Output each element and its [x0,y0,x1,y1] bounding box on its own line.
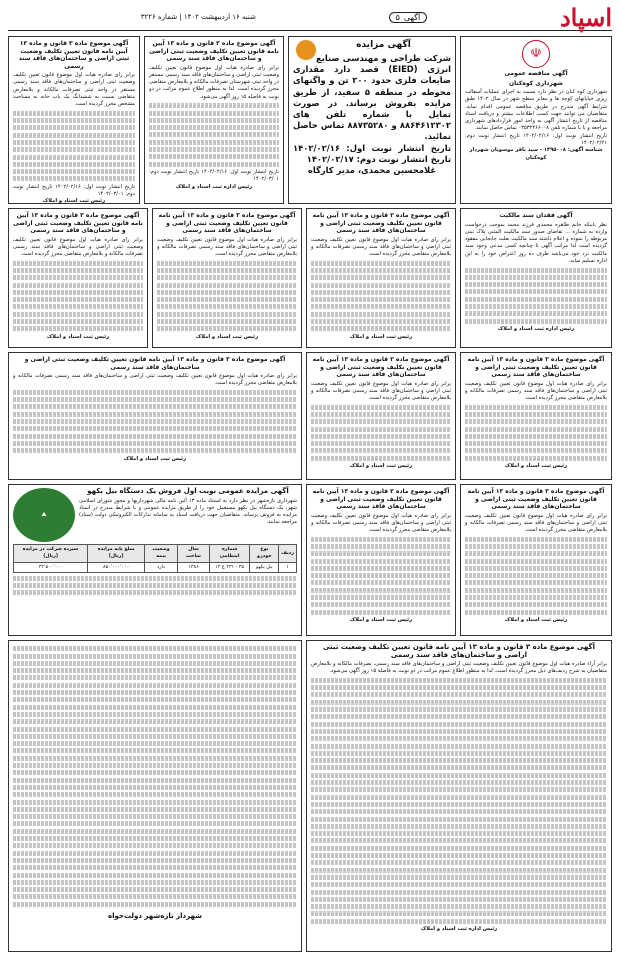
ad-subtitle: شهرداری کوه‌کنان [509,79,563,87]
text-line [13,705,297,710]
table-header: مبلغ پایه مزایده (ریال) [88,545,145,563]
text-line [13,712,297,717]
text-line [311,897,607,902]
text-line [465,551,607,556]
text-line [13,434,297,439]
text-line [13,748,297,753]
text-line [13,140,135,145]
ad-title: آگهی مزایده عمومی نوبت اول فروش یک دستگاه بیل بکهو [87,487,289,495]
text-line [311,544,451,549]
text-line [311,875,607,880]
text-line [13,419,297,424]
ad-body: شرکت طراحی و مهندسی صنایع انرژی (EIED) قصد دارد مقداری ضایعات فلزی حدود ۲۰۰ تن و واگنهای محوطه در منطقه ۵ سفید، از طریق مزایده بفروش برساند. در صورت تمایل با شماره تلفن های ۸۸۶۴۶۱۲۳۰۲ و ۸۸۷۳۵۲۸۰ تماس حاصل نمائید. [293,53,452,142]
ad-land-title-10 [306,484,456,636]
text-line [157,283,297,288]
text-line [465,405,607,410]
text-line [13,836,297,841]
text-line [311,890,607,895]
text-line [149,162,279,167]
ad-signature: رئیس ثبت اسناد و املاک [42,198,106,204]
text-line [13,800,297,805]
ad-signature: رئیس اداره ثبت اسناد و املاک [420,925,498,932]
section-label: آگهی [403,12,421,22]
text-line [13,661,297,666]
text-line [13,770,297,775]
ad-body: برابر رای صادره هیات اول موضوع قانون تعیین تکلیف وضعیت ثبتی اراضی و ساختمان‌های فاقد سند رسمی تصرفات مالکانه و بلامعارض متقاضی محرز گردیده است. [465,512,607,534]
text-line [311,700,607,705]
text-line [13,668,297,673]
ad-body: برابر رای صادره هیات اول موضوع قانون تعیین تکلیف وضعیت ثبتی اراضی و ساختمان‌های فاقد سند رسمی تصرفات مالکانه و بلامعارض متقاضی محرز گردیده است. [311,236,451,258]
text-line [311,551,451,556]
ad-signature: رئیس ثبت اسناد و املاک [349,333,413,340]
text-line [13,390,297,395]
ad-title: آگهی مناقصه عمومی [504,70,568,77]
table-cell: ۴۵ - ۲۳۱ ع ۱۲ [209,562,250,572]
text-line [465,282,607,287]
text-line [157,297,297,302]
text-line [465,559,607,564]
text-line [465,595,607,600]
text-line [311,441,451,446]
ad-body: برابر رای صادره هیات اول موضوع قانون تعیین تکلیف وضعیت ثبتی اراضی و ساختمان‌های فاقد سند رسمی تصرفات مالکانه و بلامعارض متقاضی محرز گردیده است. [465,380,607,402]
text-line [149,154,279,159]
text-line [311,405,451,410]
auction-table [13,544,297,573]
ad-signature: رئیس ثبت اسناد و املاک [123,455,187,462]
text-line [13,118,135,123]
text-line [311,261,451,266]
text-line [311,290,451,295]
text-line [311,434,451,439]
table-header: وضعیت بیمه [145,545,178,563]
text-line [13,675,297,680]
text-line [311,773,607,778]
text-line [13,814,297,819]
ad-land-title-4 [152,208,302,348]
ad-backhoe-terms [8,640,302,952]
ad-signature: شهردار تازه‌شهر دولت‌خواه [108,911,202,920]
text-line [465,275,607,280]
text-line [311,817,607,822]
text-line [465,448,607,453]
text-line [13,397,297,402]
iran-emblem-icon: ☫ [522,40,550,68]
text-line [465,434,607,439]
text-line [13,683,297,688]
text-line [149,111,279,116]
text-line [13,326,143,331]
text-line [311,868,607,873]
text-line [465,580,607,585]
ad-title: آگهی موضوع ماده ۳ قانون و ماده ۱۳ آیین نامه قانون تعیین تکلیف وضعیت ثبتی اراضی و ساختمان‌های فاقد سند رسمی [312,356,450,378]
ad-dates: تاریخ انتشار نوبت اول: ۱۴۰۲/۰۲/۱۶ تاریخ انتشار نوبت دوم: ۱۴۰۲/۰۲/۱۷ [293,142,451,164]
ad-body: برابر رای صادره هیات اول موضوع قانون تعیین تکلیف وضعیت ثبتی اراضی و ساختمان‌های فاقد سند رسمی تصرفات مالکانه و بلامعارض متقاضی محرز گردیده است. [13,236,143,258]
ad-land-title-8 [8,352,302,480]
ad-body: برابر رای صادره هیات اول موضوع قانون تعیین تکلیف وضعیت ثبتی اراضی و ساختمان‌های فاقد سند رسمی مستقر در واحد ثبتی تصرفات مالکانه و بلامعارض متقاضی نسبت به ششدانگ یک باب خانه به مساحت مشخص محرز گردیده است. [13,72,135,108]
table-header: نوع خودرو [250,545,279,563]
text-line [13,887,297,892]
text-line [465,412,607,417]
text-line [311,685,607,690]
text-line [149,140,279,145]
text-line [311,758,607,763]
text-line [13,654,297,659]
table-cell: ۱۳۸۶ [178,562,210,572]
text-line [465,427,607,432]
table-header: سال ساخت [178,545,210,563]
text-line [465,297,607,302]
ad-title: آگهی موضوع ماده ۳ قانون و ماده ۱۳ آیین نامه قانون تعیین تکلیف وضعیت ثبتی اراضی و ساختمان‌های فاقد سند رسمی [18,40,130,70]
text-line [13,843,297,848]
text-line [157,261,297,266]
page-number: ۵ [395,12,400,22]
text-line [13,576,297,581]
ad-body: برابر رای صادره هیات اول موضوع قانون تعیین تکلیف وضعیت ثبتی اراضی و ساختمان‌های فاقد سند رسمی مستقر در واحد ثبتی شهرستان تصرفات مالکانه و بلامعارض متقاضی محرز گردیده است. لذا به منظور اطلاع عموم مراتب در دو نوبت به فاصله ۱۵ روز آگهی می‌شود. [148,64,279,100]
text-line [465,456,607,461]
text-line [465,319,607,324]
ad-signature: رئیس ثبت اسناد و املاک [504,463,568,470]
text-line [311,297,451,302]
text-line [13,304,143,309]
text-line [13,880,297,885]
text-line [13,741,297,746]
ad-signature: رئیس اداره ثبت اسناد و املاک [175,183,253,190]
text-line [311,566,451,571]
text-line [311,573,451,578]
table-header: سپرده شرکت در مزایده (ریال) [14,545,88,563]
ad-title: آگهی موضوع ماده ۳ قانون و ماده ۱۳ آیین نامه قانون تعیین تکلیف وضعیت ثبتی اراضی و ساختمان‌های فاقد سند رسمی [24,356,286,371]
table-header-row [14,545,297,563]
ad-title: آگهی موضوع ماده ۳ قانون و ماده ۱۳ آیین نامه قانون تعیین تکلیف وضعیت ثبتی اراضی و ساختمان‌های فاقد سند رسمی [158,212,296,234]
text-line [311,744,607,749]
ad-title: آگهی مزایده [356,40,411,50]
ad-signature: رئیس ثبت اسناد و املاک [46,333,110,340]
text-line [13,283,143,288]
text-line [13,412,297,417]
text-line [13,590,297,595]
page-header [8,4,612,31]
text-line [149,103,279,108]
text-line [311,780,607,785]
text-line [311,692,607,697]
text-line [311,412,451,417]
text-line [311,304,451,309]
ad-signature: غلامحسین محمدی، مدیر کارگاه [307,165,437,176]
ad-title: آگهی موضوع ماده ۳ قانون و ماده ۱۳ آیین نامه قانون تعیین تکلیف وضعیت ثبتی اراضی و ساختمان‌های فاقد سند رسمی [13,212,143,234]
text-line [13,727,297,732]
text-line [465,311,607,316]
text-line [149,132,279,137]
text-line [311,319,451,324]
ad-auction-backhoe [8,484,302,636]
text-line [465,573,607,578]
text-line [311,882,607,887]
ad-title: آگهی موضوع ماده ۳ قانون و ماده ۱۳ آیین نامه قانون تعیین تکلیف وضعیت ثبتی اراضی و ساختمان‌های فاقد سند رسمی [467,488,605,510]
municipality-logo-icon: ⛰ [13,488,75,542]
text-line [311,595,451,600]
text-line [311,787,607,792]
ad-signature: رئیس ثبت اسناد و املاک [349,463,413,470]
text-line [13,829,297,834]
ad-body: برابر رای صادره هیات اول موضوع قانون تعیین تکلیف وضعیت ثبتی اراضی و ساختمان‌های فاقد سند رسمی تصرفات مالکانه و بلامعارض متقاضی محرز گردیده است. [13,373,297,387]
ad-land-title-9 [460,484,612,636]
table-cell: ۴۲٬۵۰۰٬۰۰۰ [14,562,88,572]
text-line [311,268,451,273]
text-line [13,155,135,160]
ad-title: آگهی موضوع ماده ۳ قانون و ماده ۱۳ آیین نامه قانون تعیین تکلیف وضعیت ثبتی اراضی و ساختمان‌های فاقد سند رسمی [312,488,450,510]
text-line [157,268,297,273]
ad-lost-deed [460,208,612,348]
text-line [465,610,607,615]
text-line [13,147,135,152]
text-line [311,275,451,280]
text-line [311,736,607,741]
text-line [149,147,279,152]
ad-title: آگهی فقدان سند مالکیت [499,212,573,219]
ad-tender-koohkenan [460,36,612,204]
ad-dates: تاریخ انتشار نوبت اول: ۱۴۰۲/۰۲/۱۶ تاریخ انتشار نوبت دوم: ۱۴۰۲/۰۳/۰۱ [149,168,279,183]
text-line [149,118,279,123]
text-line [311,312,451,317]
text-line [13,690,297,695]
ad-land-title-3 [306,208,456,348]
text-line [465,602,607,607]
text-line [311,707,607,712]
text-line [311,456,451,461]
text-line [311,860,607,865]
text-line [311,919,607,924]
text-line [13,763,297,768]
text-line [311,795,607,800]
text-line [13,268,143,273]
text-line [311,911,607,916]
table-cell: دارد [145,562,178,572]
text-line [311,448,451,453]
text-line [465,441,607,446]
text-line [311,714,607,719]
text-line [465,537,607,542]
ad-title: آگهی موضوع ماده ۳ قانون و ماده ۱۳ آیین نامه قانون تعیین تکلیف وضعیت ثبتی اراضی و ساختمان‌های فاقد سند رسمی [312,212,450,234]
text-line [13,851,297,856]
text-line [465,588,607,593]
ad-land-title-6 [460,352,612,480]
text-line [13,290,143,295]
text-line [311,588,451,593]
text-line [13,162,135,167]
ad-signature: رئیس اداره ثبت اسناد و املاک [497,325,575,332]
text-line [13,111,135,116]
text-line [465,304,607,309]
text-line [13,297,143,302]
ad-body: شهرداری تازه‌شهر در نظر دارد به استناد ماده ۱۳ آئین نامه مالی شهرداریها و مجوز شورای اسلامی شهر، یک دستگاه بیل بکهو مستعمل خود را از طریق مزایده عمومی و با شرایط مندرج در اسناد مزایده به فروش برساند. متقاضیان جهت دریافت اسناد به سامانه تدارکات الکترونیکی دولت (ستاد) مراجعه نمایند. [79,497,297,526]
text-line [311,678,607,683]
text-line [311,846,607,851]
text-line [311,751,607,756]
text-line [157,319,297,324]
text-line [13,719,297,724]
table-row [14,562,297,572]
text-line [311,765,607,770]
text-line [13,734,297,739]
ad-dates: تاریخ انتشار نوبت اول: ۱۴۰۲/۰۲/۱۶ تاریخ انتشار نوبت دوم: ۱۴۰۲/۰۳/۰۱ [13,183,135,198]
text-line [13,778,297,783]
text-line [13,865,297,870]
text-line [157,275,297,280]
text-line [311,722,607,727]
text-line [149,125,279,130]
text-line [13,756,297,761]
ad-body: برابر رای صادره هیات اول موضوع قانون تعیین تکلیف وضعیت ثبتی اراضی و ساختمان‌های فاقد سند رسمی تصرفات مالکانه و بلامعارض متقاضی محرز گردیده است. [157,236,297,258]
text-line [465,544,607,549]
text-line [13,792,297,797]
text-line [13,807,297,812]
text-line [311,559,451,564]
ad-land-title-2 [8,36,140,204]
text-line [13,176,135,181]
section-badge [389,12,428,23]
ad-signature: شناسه آگهی: ۱۴۹۵۰۰۸ - سید باقر موسویان شهردار کوه‌کنان [469,147,603,161]
text-line [465,268,607,273]
text-line [13,169,135,174]
text-line [13,873,297,878]
text-line [465,419,607,424]
text-line [13,821,297,826]
text-line [13,902,297,907]
text-line [157,304,297,309]
text-line [311,427,451,432]
text-line [13,275,143,280]
text-line [13,312,143,317]
issue-line: شنبه ۱۶ اردیبهشت ۱۴۰۲ | شماره ۳۲۲۶ [140,13,256,21]
text-line [465,289,607,294]
ad-auction-eied [288,36,456,204]
text-line [465,566,607,571]
text-line [311,610,451,615]
text-line [13,894,297,899]
ad-title: آگهی موضوع ماده ۳ قانون و ماده ۱۳ آیین نامه قانون تعیین تکلیف وضعیت ثبتی اراضی و ساختمان‌های فاقد سند رسمی [149,40,279,62]
text-line [13,426,297,431]
text-line [311,853,607,858]
table-cell: ۸۵۰٬۰۰۰٬۰۰۰ [88,562,145,572]
ad-signature: رئیس ثبت اسناد و املاک [349,616,413,623]
ad-land-title-1 [144,36,284,204]
text-line [13,646,297,651]
ad-land-title-7 [306,352,456,480]
text-line [311,831,607,836]
text-line [311,537,451,542]
text-line [311,838,607,843]
text-line [311,419,451,424]
text-line [13,261,143,266]
newspaper-logo: اسپاد [559,2,612,32]
ad-title: آگهی موضوع ماده ۳ قانون و ماده ۱۳ آیین نامه قانون تعیین تکلیف وضعیت ثبتی اراضی و ساختمان‌های فاقد سند رسمی [322,643,596,659]
ad-body: برابر رای صادره هیات اول موضوع قانون تعیین تکلیف وضعیت ثبتی اراضی و ساختمان‌های فاقد سند رسمی تصرفات مالکانه و بلامعارض متقاضی محرز گردیده است. [311,380,451,402]
text-line [157,290,297,295]
text-line [311,326,451,331]
ad-signature: رئیس ثبت اسناد و املاک [195,333,259,340]
text-line [13,404,297,409]
ad-body: شهرداری کوه کنان در نظر دارد نسبت به اجرای عملیات آسفالت ریزی خیابانهای کوچه ها و معابر سطح شهر در سال ۱۴۰۲ طبق شرایط آگهی مندرج در طریق مناقصه عمومی اقدام نماید. متقاضیان می توانند جهت کسب اطلاعات بیشتر و دریافت اسناد مناقصه از تاریخ انتشار آگهی به واحد امور قراردادهای شهرداری مراجعه و یا با شماره تلفن ۰۳۵۳۲۴۶۶۰۰۸ تماس حاصل نمایند. [465,89,608,132]
table-header: ردیف [279,545,297,563]
text-line [157,312,297,317]
table-header: شماره انتظامی [209,545,250,563]
table-cell: ۱ [279,562,297,572]
text-line [311,824,607,829]
text-line [13,319,143,324]
ad-body: برابر رای صادره هیات اول موضوع قانون تعیین تکلیف وضعیت ثبتی اراضی و ساختمان‌های فاقد سند رسمی تصرفات مالکانه و بلامعارض متقاضی محرز گردیده است. [311,512,451,534]
text-line [13,785,297,790]
text-line [13,583,297,588]
table-cell: بیل بکهو [250,562,279,572]
text-line [311,580,451,585]
ad-land-title-11 [306,640,612,952]
ad-dates: تاریخ انتشار نوبت اول: ۱۴۰۲/۰۲/۱۶ تاریخ انتشار نوبت دوم: ۱۴۰۲/۰۲/۲۱ [465,132,607,147]
text-line [311,729,607,734]
company-logo-icon [296,40,316,60]
text-line [13,125,135,130]
text-line [311,602,451,607]
ad-body: نظر باینکه خانم طاهره محمدی فرزند محمد بموجب درخواست وارده به شماره ... تقاضای صدور سند مالکیت المثنی پلاک ثبتی مربوطه را نموده و اعلام داشته سند مالکیت بعلت جابجایی مفقود گردیده است لذا مراتب آگهی تا چنانچه کسی مدعی وجود سند مالکیت نزد خود می‌باشد ظرف ده روز اعتراض خود را به این اداره تسلیم نماید. [465,221,607,264]
text-line [13,697,297,702]
text-line [13,133,135,138]
text-line [13,858,297,863]
ad-body: برابر آراء صادره هیات اول موضوع قانون تعیین تکلیف وضعیت ثبتی اراضی و ساختمان‌های فاقد سند رسمی، تصرفات مالکانه و بلامعارض متقاضیان به شرح ردیف‌های ذیل محرز گردیده است. لذا به منظور اطلاع عموم مراتب در دو نوبت به فاصله ۱۵ روز آگهی می‌شود. [311,661,607,675]
ad-signature: رئیس ثبت اسناد و املاک [504,616,568,623]
text-line [13,448,297,453]
text-line [311,283,451,288]
ad-title: آگهی موضوع ماده ۳ قانون و ماده ۱۳ آیین نامه قانون تعیین تکلیف وضعیت ثبتی اراضی و ساختمان‌های فاقد سند رسمی [467,356,605,378]
text-line [311,904,607,909]
text-line [311,802,607,807]
text-line [311,809,607,814]
text-line [13,441,297,446]
ad-land-title-5 [8,208,148,348]
text-line [157,326,297,331]
